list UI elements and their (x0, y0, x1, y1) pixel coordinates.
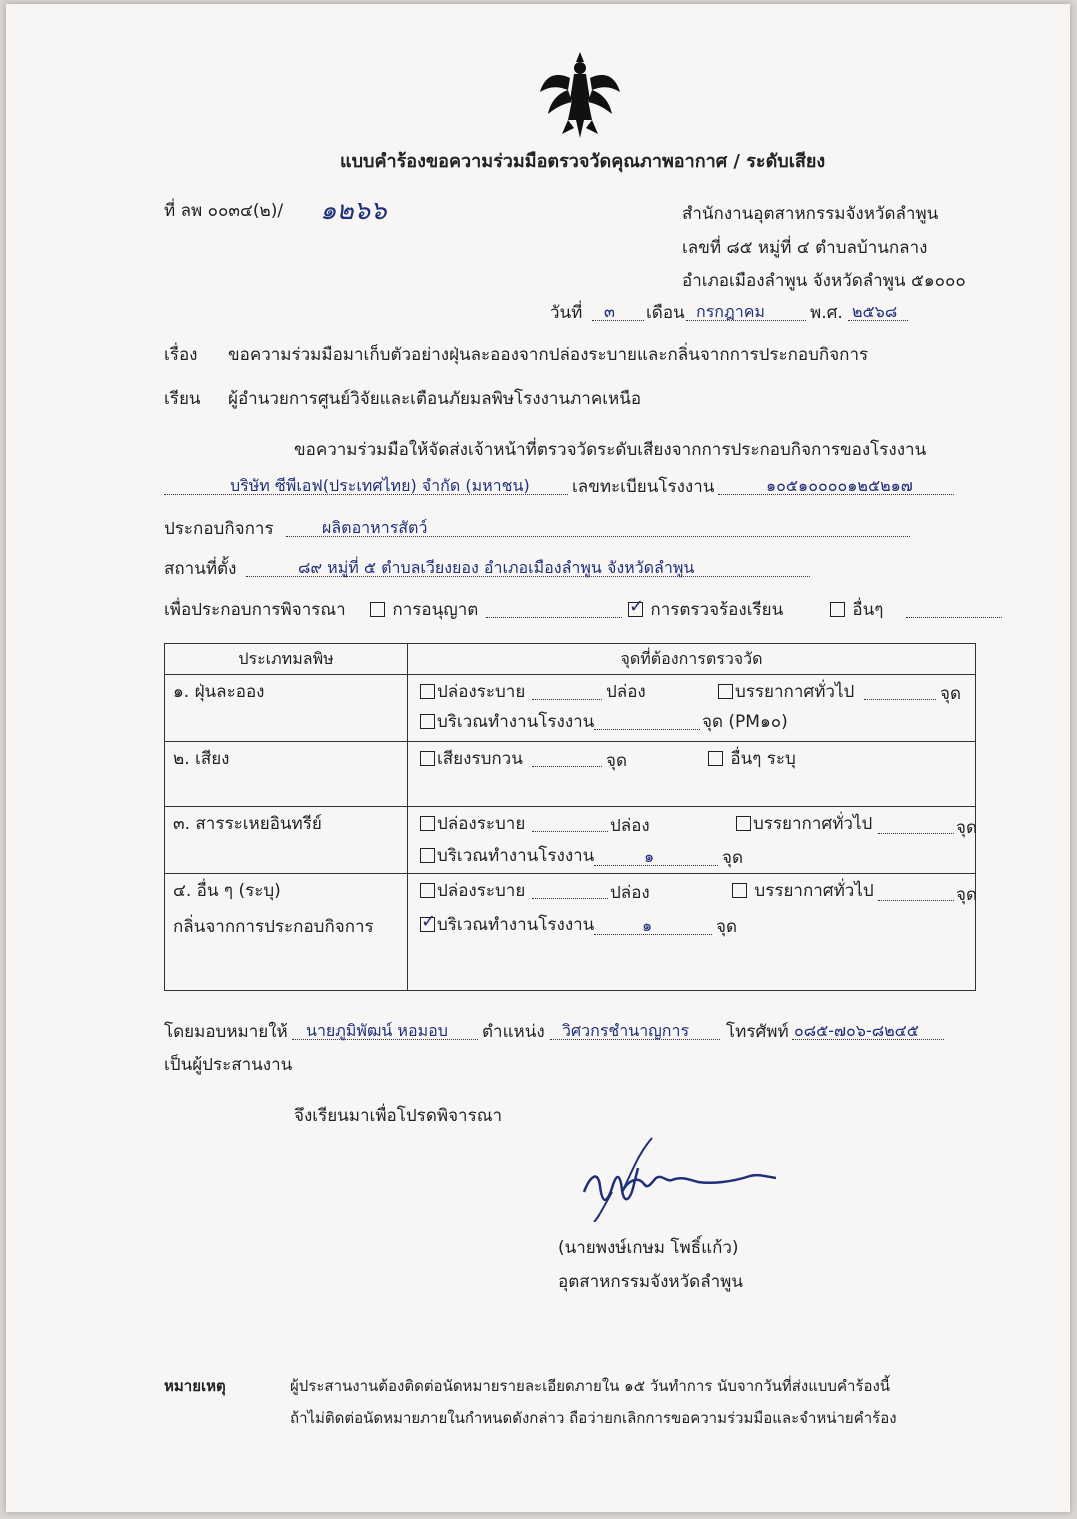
signer-title: อุตสาหกรรมจังหวัดลำพูน (558, 1272, 743, 1292)
date-day-value: ๓ (604, 302, 615, 321)
checkbox-stack[interactable] (420, 883, 435, 898)
pollutant-type: ๑. ฝุ่นละออง (173, 682, 265, 702)
checkbox-workplace[interactable] (420, 848, 435, 863)
option-workplace[interactable] (420, 914, 594, 936)
pollutant-type: ๒. เสียง (173, 749, 230, 769)
unit-label: จุด (606, 751, 628, 771)
unit-label: จุด (716, 917, 738, 937)
company-name: บริษัท ซีพีเอฟ(ประเทศไทย) จำกัด (มหาชน) (230, 476, 530, 495)
checkbox-noise[interactable] (420, 751, 435, 766)
unit-label: จุด (722, 848, 744, 868)
assign-role: เป็นผู้ประสานงาน (164, 1055, 293, 1075)
checkbox-complaint[interactable] (628, 602, 643, 617)
option-noise[interactable] (420, 748, 523, 770)
date-day-line (592, 300, 644, 321)
unit-label: ปล่อง (610, 816, 650, 836)
checkbox-noise-other[interactable] (708, 751, 723, 766)
checkbox-ambient[interactable] (732, 883, 747, 898)
registration-number: ๑๐๕๑๐๐๐๐๑๒๕๒๑๗ (766, 476, 913, 495)
option-label: บริเวณทำงานโรงงาน (437, 915, 595, 935)
table-row (165, 874, 976, 991)
option-label: ปล่องระบาย (437, 881, 526, 901)
table-row (165, 742, 976, 807)
purpose-option-license[interactable] (370, 599, 478, 621)
unit-label: ปล่อง (606, 682, 646, 702)
pollutant-type-detail: กลิ่นจากการประกอบกิจการ (173, 917, 374, 937)
option-workplace[interactable] (420, 711, 594, 733)
option-stack[interactable] (420, 813, 525, 835)
note-label: หมายเหตุ (164, 1377, 226, 1395)
closing-text: จึงเรียนมาเพื่อโปรดพิจารณา (294, 1106, 503, 1126)
pollutant-type: ๔. อื่น ๆ (ระบุ) (173, 881, 281, 901)
option-label: อื่นๆ ระบุ (730, 749, 796, 769)
option-label: บรรยากาศทั่วไป (754, 881, 874, 901)
date-month-label: เดือน (646, 303, 685, 323)
checkbox-ambient[interactable] (736, 816, 751, 831)
purpose-option-complaint-label: การตรวจร้องเรียน (650, 600, 784, 620)
document-number-label: ที่ ลพ ๐๐๓๔(๒)/ (164, 201, 284, 221)
pollutant-type: ๓. สารระเหยอินทรีย์ (173, 814, 322, 834)
garuda-emblem-icon (534, 48, 626, 140)
fill-line (594, 845, 718, 866)
document-page (6, 4, 1070, 1512)
document-number-handwritten: ๑๒๖๖ (320, 196, 387, 226)
option-label: บรรยากาศทั่วไป (735, 682, 855, 702)
fill-line (878, 880, 954, 901)
assign-position-label: ตำแหน่ง (482, 1022, 545, 1042)
checkbox-stack[interactable] (420, 684, 435, 699)
table-row (165, 807, 976, 874)
assign-label: โดยมอบหมายให้ (164, 1022, 288, 1042)
purpose-label: เพื่อประกอบการพิจารณา (164, 600, 346, 620)
fill-line (878, 813, 954, 834)
unit-label: จุด (PM๑๐) (702, 712, 788, 732)
option-stack[interactable] (420, 681, 525, 703)
license-line (486, 597, 622, 618)
office-address-2: อำเภอเมืองลำพูน จังหวัดลำพูน ๕๑๐๐๐ (682, 271, 966, 291)
date-year-value: ๒๕๖๘ (852, 302, 898, 321)
col-pollutant-type: ประเภทมลพิษ (165, 644, 408, 675)
purpose-option-other[interactable] (830, 599, 883, 621)
fill-value: ๑ (642, 916, 653, 935)
assign-phone: ๐๘๕-๗๐๖-๘๒๔๕ (794, 1021, 919, 1040)
other-line (906, 597, 1002, 618)
checkbox-other[interactable] (830, 602, 845, 617)
note-line-2: ถ้าไม่ติดต่อนัดหมายภายในกำหนดดังกล่าว ถือว่ายกเลิกการขอความร่วมมือและจำหน่ายคำร้อง (290, 1409, 897, 1427)
option-label: บรรยากาศทั่วไป (753, 814, 873, 834)
purpose-option-complaint[interactable] (628, 599, 783, 621)
fill-line (594, 709, 700, 730)
note-line-1: ผู้ประสานงานต้องติดต่อนัดหมายรายละเอียดภายใน ๑๕ วันทำการ นับจากวันที่ส่งแบบคำร้องนี้ (290, 1377, 891, 1395)
location-label: สถานที่ตั้ง (164, 559, 237, 579)
unit-label: ปล่อง (610, 883, 650, 903)
unit-label: จุด (956, 818, 978, 838)
option-label: บริเวณทำงานโรงงาน (437, 712, 595, 732)
checkbox-workplace[interactable] (420, 917, 435, 932)
option-label: เสียงรบกวน (437, 749, 523, 769)
business-value: ผลิตอาหารสัตว์ (322, 518, 428, 537)
date-day-label: วันที่ (550, 303, 583, 323)
office-address-1: เลขที่ ๘๕ หมู่ที่ ๔ ตำบลบ้านกลาง (682, 238, 928, 258)
checkbox-stack[interactable] (420, 816, 435, 831)
purpose-option-other-label: อื่นๆ (852, 600, 884, 620)
fill-line (532, 746, 602, 767)
option-label: บริเวณทำงานโรงงาน (437, 846, 595, 866)
form-title: แบบคำร้องขอความร่วมมือตรวจวัดคุณภาพอากาศ / ระดับเสียง (340, 151, 826, 172)
option-label: ปล่องระบาย (437, 814, 526, 834)
date-year-label: พ.ศ. (810, 303, 843, 323)
fill-line (532, 811, 608, 832)
option-ambient[interactable] (718, 681, 854, 703)
option-noise-other[interactable] (708, 748, 796, 770)
checkbox-workplace[interactable] (420, 714, 435, 729)
to-label: เรียน (164, 389, 201, 409)
measurement-table (164, 643, 976, 991)
signer-name: (นายพงษ์เกษม โพธิ์แก้ว) (558, 1238, 739, 1258)
to-text: ผู้อำนวยการศูนย์วิจัยและเตือนภัยมลพิษโรงงานภาคเหนือ (228, 389, 642, 409)
option-workplace[interactable] (420, 845, 594, 867)
registration-label: เลขทะเบียนโรงงาน (572, 477, 715, 497)
subject-text: ขอความร่วมมือมาเก็บตัวอย่างฝุ่นละอองจากปล่องระบายและกลิ่นจากการประกอบกิจการ (228, 345, 869, 365)
option-stack[interactable] (420, 880, 525, 902)
option-label: ปล่องระบาย (437, 682, 526, 702)
unit-label: จุด (956, 885, 978, 905)
assign-position: วิศวกรชำนาญการ (562, 1021, 690, 1040)
office-name: สำนักงานอุตสาหกรรมจังหวัดลำพูน (682, 204, 939, 224)
handwritten-signature (572, 1132, 798, 1222)
table-row (165, 675, 976, 742)
unit-label: จุด (940, 684, 962, 704)
checkbox-license[interactable] (370, 602, 385, 617)
fill-value: ๑ (644, 847, 655, 866)
fill-line (532, 679, 602, 700)
table-header-row (165, 644, 976, 675)
checkbox-ambient[interactable] (718, 684, 733, 699)
fill-line (594, 914, 712, 935)
request-intro: ขอความร่วมมือให้จัดส่งเจ้าหน้าที่ตรวจวัดระดับเสียงจากการประกอบกิจการของโรงงาน (294, 440, 927, 460)
fill-line (864, 679, 936, 700)
fill-line (532, 878, 608, 899)
date-month-value: กรกฎาคม (696, 302, 765, 321)
col-measure-points: จุดที่ต้องการตรวจวัด (408, 644, 976, 675)
option-ambient[interactable] (736, 813, 872, 835)
business-label: ประกอบกิจการ (164, 519, 274, 539)
option-ambient[interactable] (732, 880, 874, 902)
assign-phone-label: โทรศัพท์ (726, 1022, 789, 1042)
assign-name: นายภูมิพัฒน์ หอมอบ (306, 1021, 448, 1040)
location-value: ๘๙ หมู่ที่ ๕ ตำบลเวียงยอง อำเภอเมืองลำพูน จังหวัดลำพูน (298, 558, 695, 577)
purpose-option-license-label: การอนุญาต (392, 600, 479, 620)
subject-label: เรื่อง (164, 345, 198, 365)
